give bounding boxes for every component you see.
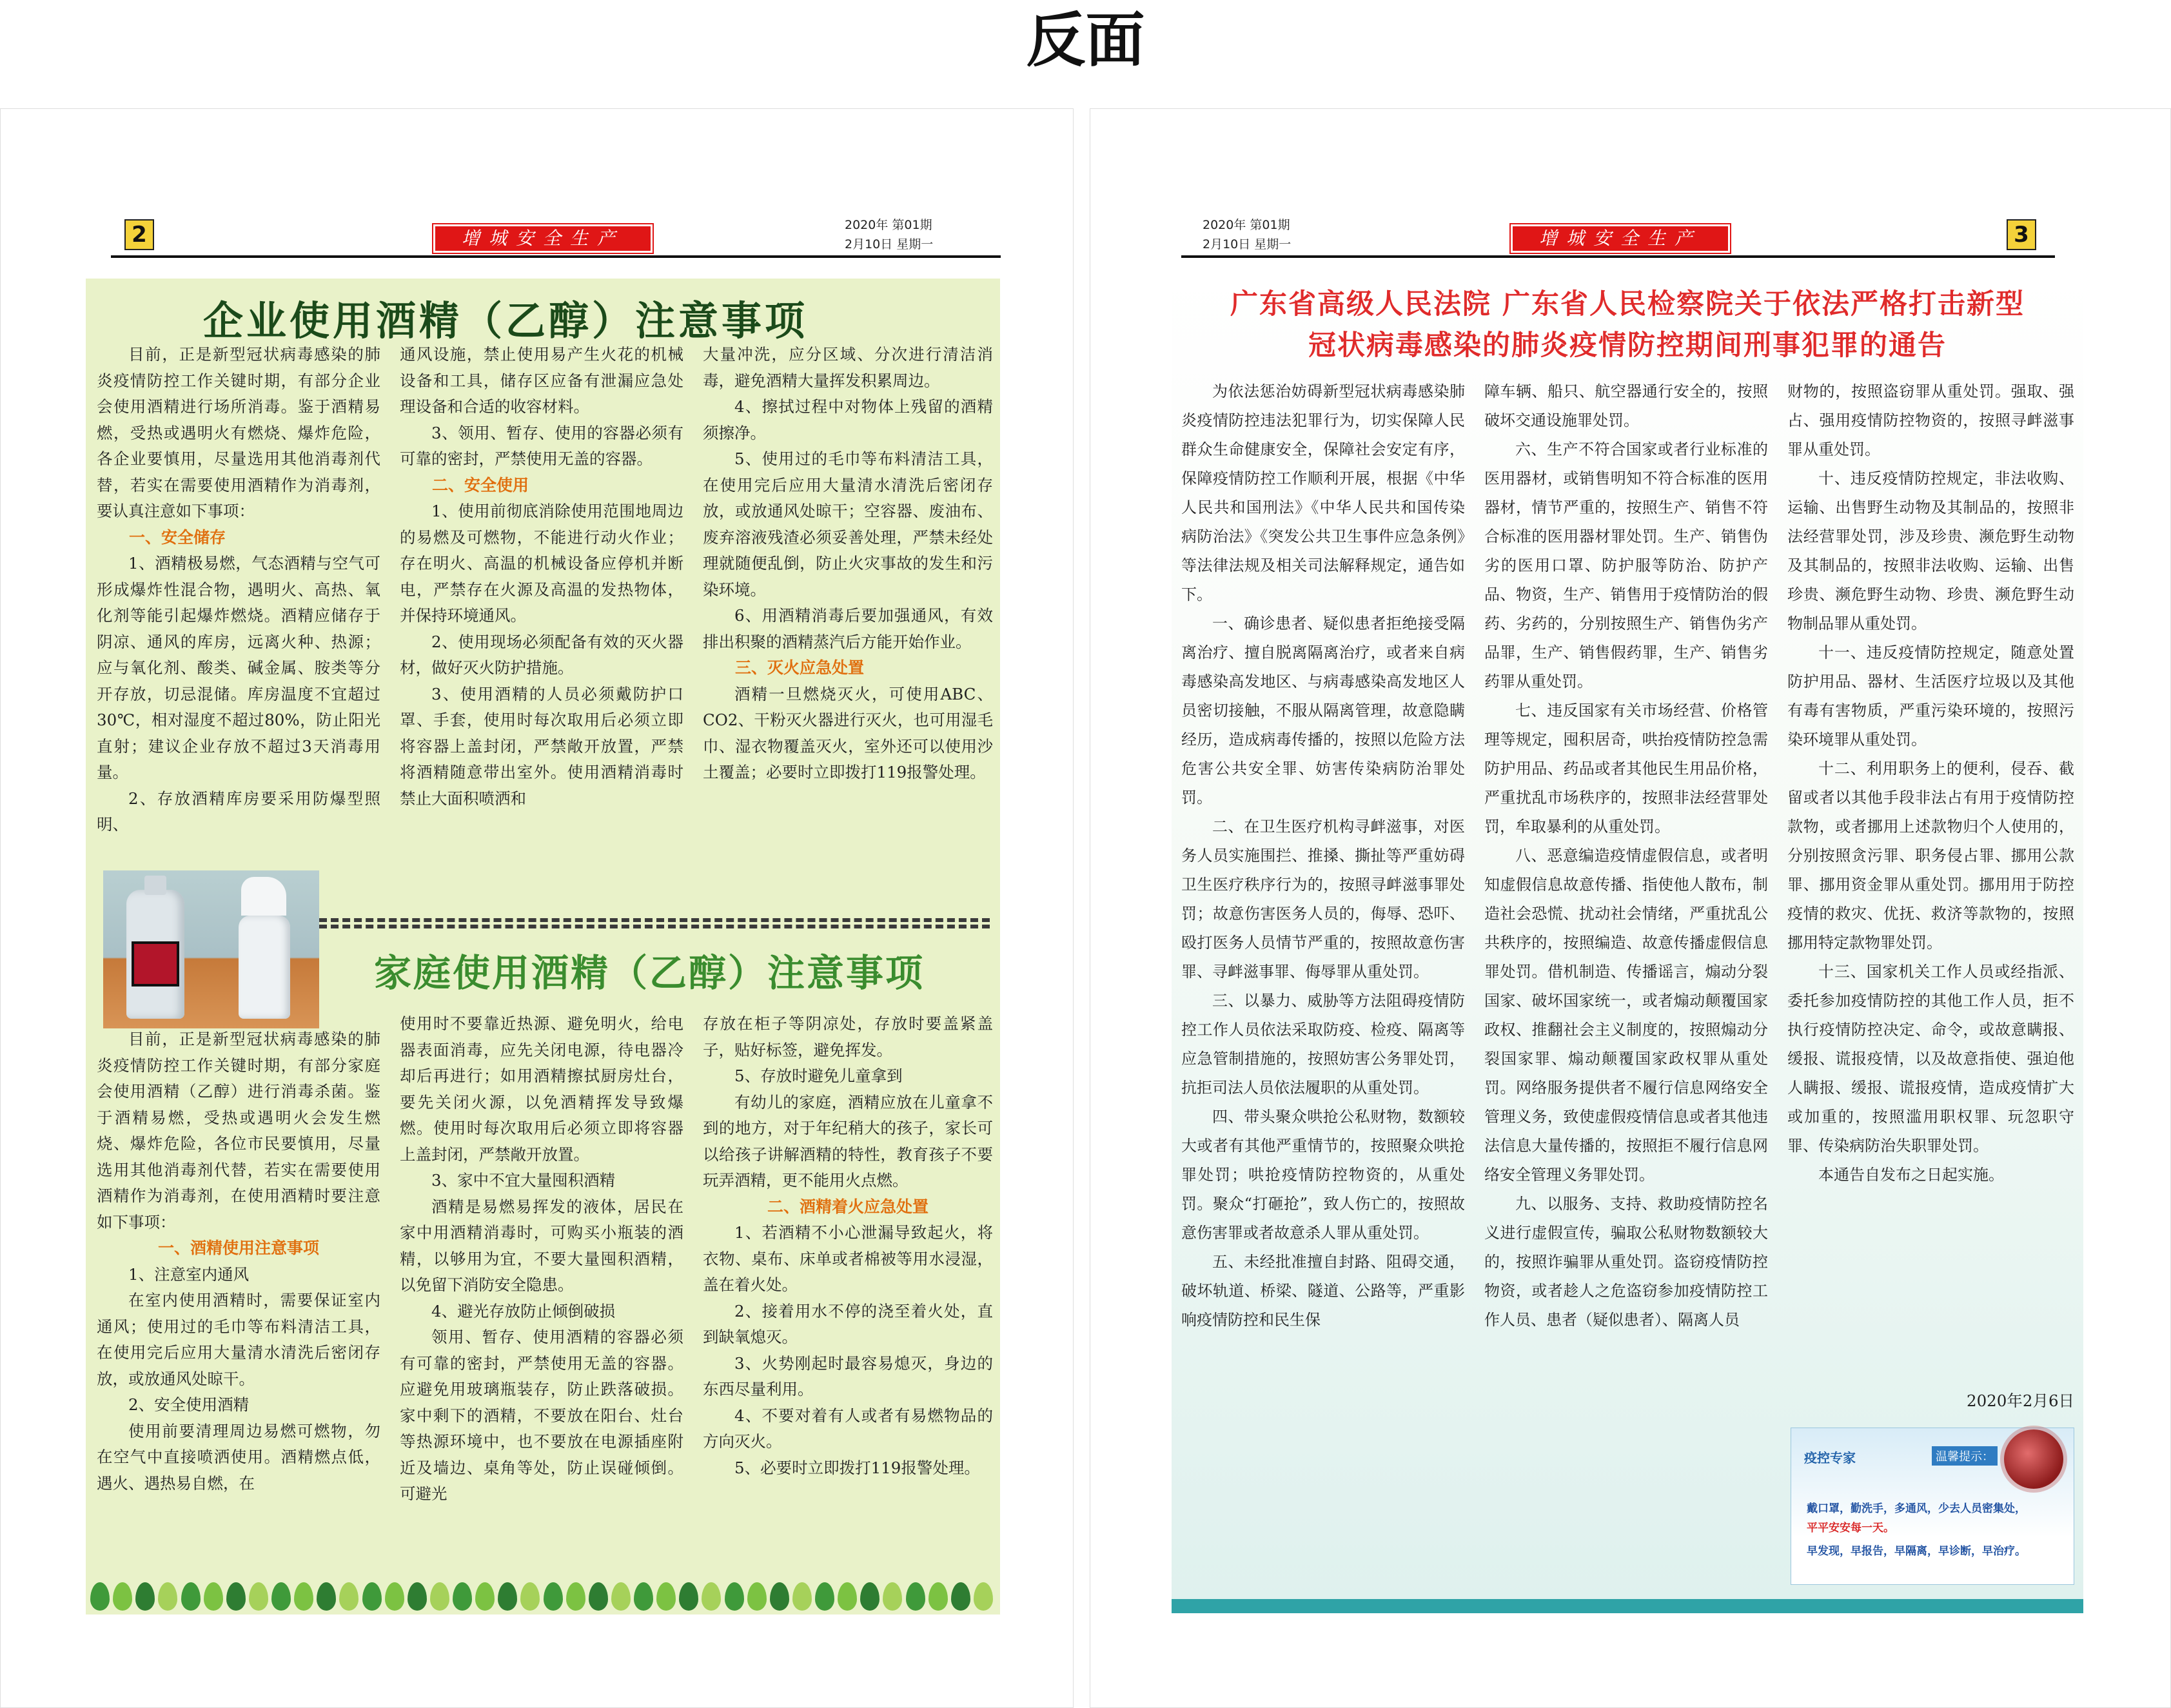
article1-col3-p1: 大量冲洗，应分区域、分次进行清洁消毒，避免酒精大量挥发积累周边。 — [703, 345, 993, 390]
article2-intro: 目前，正是新型冠状病毒感染的肺炎疫情防控工作关键时期，有部分家庭会使用酒精（乙醇）进行消毒杀菌。鉴于酒精易燃，受热或遇明火会发生燃烧、爆炸危险，各位市民要慎用，尽量选用其他消毒剂代替，若实在需要使用酒精作为消毒剂，在使用酒精时要注意如下事项： — [97, 1030, 380, 1232]
leaf-icon — [906, 1582, 925, 1611]
article2-s1a-text: 在室内使用酒精时，需要保证室内通风；使用过的毛巾等布料清洁工具，在使用完后应用大量清水清洗后密闭存放，或放通风处晾干。 — [97, 1291, 380, 1388]
tip-line2: 平平安安每一天。 — [1807, 1522, 1894, 1535]
notice-col3-paragraph: 本通告自发布之日起实施。 — [1818, 1166, 2004, 1184]
leaf-icon — [317, 1582, 336, 1611]
notice-col2-paragraph: 障车辆、船只、航空器通行安全的，按照破坏交通设施罪处罚。 — [1484, 382, 1768, 429]
notice-col1-paragraph: 三、以暴力、威胁等方法阻碍疫情防控工作人员依法采取防疫、检疫、隔离等应急管制措施的，按照妨害公务罪处罚，抗拒司法人员依法履职的从重处罚。 — [1181, 992, 1465, 1097]
leaf-icon — [453, 1582, 472, 1611]
notice-col1-paragraph: 一、确诊患者、疑似患者拒绝接受隔离治疗、擅自脱离隔离治疗，或者来自病毒感染高发地区、与病毒感染高发地区人员密切接触，不服从隔离管理，故意隐瞒经历，造成病毒传播的，按照以危险方法危害公共安全罪、妨害传染病防治罪处罚。 — [1181, 614, 1465, 807]
leaf-icon — [135, 1582, 155, 1611]
article2-col2 — [400, 1011, 683, 1568]
leaf-icon — [294, 1582, 313, 1611]
leaf-icon — [951, 1582, 970, 1611]
article2-section2-p5: 5、必要时立即拨打119报警处理。 — [734, 1458, 980, 1477]
article2-col2-p4: 领用、暂存、使用酒精的容器必须有可靠的密封，严禁使用无盖的容器。应避免用玻璃瓶装存，防止跌落破损。家中剩下的酒精，不要放在阳台、灶台等热源环境中，也不要放在电源插座附近及墙边、桌角等处，防止误碰倾倒。可避光 — [400, 1328, 683, 1503]
section-divider — [319, 918, 990, 928]
leaf-icon — [860, 1582, 879, 1611]
notice-col1-paragraph: 二、在卫生医疗机构寻衅滋事，对医务人员实施围拦、推搡、撕扯等严重妨碍卫生医疗秩序行为的，按照寻衅滋事罪处罚；故意伤害医务人员的，侮辱、恐吓、殴打医务人员情节严重的，按照故意伤害罪、寻衅滋事罪、侮辱罪从重处罚。 — [1181, 818, 1465, 981]
article1-section2-p1: 1、使用前彻底消除使用范围地周边的易燃及可燃物，不能进行动火作业；存在明火、高温的机械设备应停机并断电，严禁存在火源及高温的发热物体，并保持环境通风。 — [400, 502, 683, 625]
epidemic-tip-box — [1791, 1428, 2074, 1585]
tip-line3: 早发现，早报告，早隔离，早诊断，早治疗。 — [1807, 1545, 2026, 1558]
notice-col3-paragraph: 十二、利用职务上的便利，侵吞、截留或者以其他手段非法占有用于疫情防控款物，或者挪用上述款物归个人使用的，分别按照贪污罪、职务侵占罪、挪用公款罪、挪用资金罪从重处罚。挪用用于防控疫情的救灾、优抚、救济等款物的，按照挪用特定款物罪处罚。 — [1787, 760, 2074, 952]
article1-section2-p2: 2、使用现场必须配备有效的灭火器材，做好灭火防护措施。 — [400, 632, 683, 677]
notice-col2-paragraph: 九、以服务、支持、救助疫情防控名义进行虚假宣传，骗取公私财物数额较大的，按照诈骗罪从重处罚。盗窃疫情防控物资，或者趁人之危盗窃参加疫情防控工作人员、患者（疑似患者）、隔离人员 — [1484, 1195, 1768, 1329]
article2-section2-p4: 4、不要对着有人或者有易燃物品的方向灭火。 — [703, 1406, 993, 1451]
leaf-icon — [702, 1582, 721, 1611]
article2-section1-heading: 一、酒精使用注意事项 — [157, 1239, 319, 1257]
page-header-title: 反面 — [1026, 6, 1145, 75]
article1-col3-p2: 4、擦拭过程中对物体上残留的酒精须擦净。 — [703, 397, 993, 442]
leaf-icon — [838, 1582, 857, 1611]
article2-col3-p1: 存放在柜子等阴凉处，存放时要盖紧盖子，贴好标签，避免挥发。 — [703, 1014, 993, 1059]
header-rule-left — [111, 255, 1001, 258]
notice-title-line2: 冠状病毒感染的肺炎疫情防控期间刑事犯罪的通告 — [1308, 329, 1947, 362]
article2-section2-heading: 二、酒精着火应急处置 — [767, 1197, 928, 1216]
leaf-icon — [974, 1582, 993, 1611]
leaf-icon — [883, 1582, 902, 1611]
leaf-icon — [113, 1582, 132, 1611]
article1-col2-p1: 通风设施，禁止使用易产生火花的机械设备和工具，储存区应备有泄漏应急处理设备和合适的收容材料。 — [400, 345, 683, 416]
notice-col3-paragraph: 十、违反疫情防控规定，非法收购、运输、出售野生动物及其制品的，按照非法经营罪处罚，涉及珍贵、濒危野生动物及其制品的，按照非法收购、运输、出售珍贵、濒危野生动物、珍贵、濒危野生动物制品罪从重处罚。 — [1787, 469, 2074, 633]
article2-col3 — [703, 1011, 993, 1568]
article1-col3 — [703, 342, 993, 896]
article2-col2-h4: 4、避光存放防止倾倒破损 — [431, 1301, 616, 1320]
leaf-icon — [408, 1582, 427, 1611]
article1-section1-heading: 一、安全储存 — [129, 527, 226, 547]
article1-col1 — [97, 342, 380, 838]
leaf-icon — [339, 1582, 359, 1611]
notice-title-line1: 广东省高级人民法院 广东省人民检察院关于依法严格打击新型 — [1230, 288, 2025, 320]
article1-col2-p2: 3、领用、暂存、使用的容器必须有可靠的密封，严禁使用无盖的容器。 — [400, 423, 683, 468]
article2-col2-p1: 使用时不要靠近热源、避免明火，给电器表面消毒，应先关闭电源，待电器冷却后再进行；如用酒精擦拭厨房灶台，要先关闭火源，以免酒精挥发导致爆燃。使用时每次取用后必须立即将容器上盖封闭，严禁敞开放置。 — [400, 1014, 683, 1164]
leaf-icon — [747, 1582, 767, 1611]
article2-s1b-text: 使用前要清理周边易燃可燃物，勿在空气中直接喷洒使用。酒精燃点低，遇火、遇热易自燃，在 — [97, 1421, 380, 1493]
article2-col3-h5: 5、存放时避免儿童拿到 — [734, 1066, 903, 1085]
article2-section2-p3: 3、火势刚起时最容易熄灭，身边的东西尽量利用。 — [703, 1353, 993, 1399]
header-rule-right — [1181, 255, 2055, 258]
leaf-icon — [475, 1582, 495, 1611]
page-number-right: 3 — [2007, 219, 2036, 250]
issue-left: 2020年 第01期 — [845, 218, 932, 232]
article2-col1 — [97, 1026, 380, 1568]
leaf-icon — [815, 1582, 834, 1611]
notice-col2-paragraph: 七、违反国家有关市场经营、价格管理等规定，囤积居奇，哄抬疫情防控急需防护用品、药品或者其他民生用品价格，严重扰乱市场秩序的，按照非法经营罪处罚，牟取暴利的从重处罚。 — [1484, 702, 1768, 836]
notice-signature-date: 2020年2月6日 — [1967, 1391, 2075, 1410]
leaf-icon — [792, 1582, 812, 1611]
alcohol-bottles-photo — [103, 870, 319, 1028]
notice-col3-paragraph: 十三、国家机关工作人员或经指派、委托参加疫情防控的其他工作人员，拒不执行疫情防控决定、命令，或故意瞒报、缓报、谎报疫情，以及故意指使、强迫他人瞒报、缓报、谎报疫情，造成疫情扩大或加重的，按照滥用职权罪、玩忽职守罪、传染病防治失职罪处罚。 — [1787, 963, 2074, 1155]
leaf-icon — [725, 1582, 744, 1611]
masthead-right: 增城安全生产 — [1511, 224, 1730, 253]
tip-line1: 戴口罩，勤洗手，多通风，少去人员密集处， — [1807, 1502, 2026, 1515]
notice-col1 — [1181, 377, 1465, 1589]
article1-section3-p1: 酒精一旦燃烧灭火，可使用ABC、CO2、干粉灭火器进行灭火，也可用湿毛巾、湿衣物覆盖灭火，室外还可以使用沙土覆盖；必要时立即拨打119报警处理。 — [703, 684, 993, 781]
notice-col2-paragraph: 六、生产不符合国家或者行业标准的医用器材，或销售明知不符合标准的医用器材，情节严重的，按照生产、销售不符合标准的医用器材罪处罚。生产、销售伪劣的医用口罩、防护服等防治、防护产品、物资，生产、销售用于疫情防治的假药、劣药的，分别按照生产、销售伪劣产品罪，生产、销售假药罪，生产、销售劣药罪从重处罚。 — [1484, 440, 1768, 691]
notice-col2 — [1484, 377, 1768, 1589]
leaf-icon — [181, 1582, 201, 1611]
article1-title: 企业使用酒精（乙醇）注意事项 — [203, 297, 809, 344]
notice-col3-paragraph: 十一、违反疫情防控规定，随意处置防护用品、器材、生活医疗垃圾以及其他有毒有害物质，严重污染环境的，按照污染环境罪从重处罚。 — [1787, 643, 2074, 749]
notice-col2-paragraph: 八、恶意编造疫情虚假信息，或者明知虚假信息故意传播、指使他人散布，制造社会恐慌、扰动社会情绪，严重扰乱公共秩序的，按照编造、故意传播虚假信息罪处罚。借机制造、传播谣言，煽动分裂国家、破坏国家统一，或者煽动颠覆国家政权、推翻社会主义制度的，按照煽动分裂国家罪、煽动颠覆国家政权罪从重处罚。网络服务提供者不履行信息网络安全管理义务，致使虚假疫情信息或者其他违法信息大量传播的，按照拒不履行信息网络安全管理义务罪处罚。 — [1484, 847, 1768, 1184]
leaf-icon — [226, 1582, 246, 1611]
bottom-teal-bar — [1172, 1599, 2083, 1613]
leaf-icon — [498, 1582, 517, 1611]
tip-badge: 温馨提示： — [1932, 1446, 1998, 1466]
leaf-icon — [362, 1582, 382, 1611]
article1-section1-p2: 2、存放酒精库房要采用防爆型照明、 — [97, 789, 380, 834]
leaf-icon — [544, 1582, 563, 1611]
leaf-icon — [566, 1582, 585, 1611]
leaf-icon — [770, 1582, 789, 1611]
article1-section3-heading: 三、灭火应急处置 — [735, 658, 865, 677]
article1-section2-p3: 3、使用酒精的人员必须戴防护口罩、手套，使用时每次取用后必须立即将容器上盖封闭，严禁敞开放置，严禁将酒精随意带出室外。使用酒精消毒时禁止大面积喷洒和 — [400, 684, 683, 808]
date-right: 2月10日 星期一 — [1203, 237, 1292, 251]
article1-col2 — [400, 342, 683, 896]
notice-col1-paragraph: 为依法惩治妨碍新型冠状病毒感染肺炎疫情防控违法犯罪行为，切实保障人民群众生命健康安全，保障社会安定有序，保障疫情防控工作顺利开展，根据《中华人民共和国刑法》《中华人民共和国传染病防治法》《突发公共卫生事件应急条例》等法律法规及相关司法解释规定，通告如下。 — [1181, 382, 1465, 604]
article1-section2-heading: 二、安全使用 — [432, 475, 529, 495]
article2-section2-p2: 2、接着用水不停的浇至着火处，直到缺氧熄灭。 — [703, 1301, 993, 1346]
page-number-left: 2 — [124, 219, 154, 250]
article1-intro: 目前，正是新型冠状病毒感染的肺炎疫情防控工作关键时期，有部分企业会使用酒精进行场所消毒。鉴于酒精易燃，受热或遇明火有燃烧、爆炸危险，各企业要慎用，尽量选用其他消毒剂代替，若实在需要使用酒精作为消毒剂，要认真注意如下事项： — [97, 345, 380, 520]
article2-section2-p1: 1、若酒精不小心泄漏导致起火，将衣物、桌布、床单或者棉被等用水浸湿，盖在着火处。 — [703, 1223, 993, 1294]
date-left: 2月10日 星期一 — [845, 237, 934, 251]
tip-title: 疫控专家 — [1804, 1450, 1856, 1466]
notice-col1-paragraph: 五、未经批准擅自封路、阻碍交通，破坏轨道、桥梁、隧道、公路等，严重影响疫情防控和民生保 — [1181, 1253, 1465, 1329]
leaf-icon — [520, 1582, 540, 1611]
leaf-icon — [611, 1582, 631, 1611]
leaf-icon — [679, 1582, 698, 1611]
article2-s1a-heading: 1、注意室内通风 — [128, 1264, 250, 1284]
article2-s1b-heading: 2、安全使用酒精 — [128, 1395, 250, 1414]
article2-col2-h3: 3、家中不宜大量囤积酒精 — [431, 1171, 616, 1190]
alcohol-bottle — [126, 890, 184, 1019]
notice-col1-paragraph: 四、带头聚众哄抢公私财物，数额较大或者有其他严重情节的，按照聚众哄抢罪处罚；哄抢疫情防控物资的，从重处罚。聚众“打砸抢”，致人伤亡的，按照故意伤害罪或者故意杀人罪从重处罚。 — [1181, 1108, 1465, 1242]
issue-right: 2020年 第01期 — [1203, 218, 1290, 232]
article2-col3-p5: 有幼儿的家庭，酒精应放在儿童拿不到的地方，对于年纪稍大的孩子，家长可以给孩子讲解酒精的特性，教育孩子不要玩弄酒精，更不能用火点燃。 — [703, 1092, 993, 1190]
masthead-left: 增城安全生产 — [433, 224, 653, 253]
leaf-icon — [204, 1582, 223, 1611]
leaf-icon — [928, 1582, 948, 1611]
notice-col3 — [1787, 377, 2074, 1383]
leaf-icon — [90, 1582, 110, 1611]
leaf-icon — [385, 1582, 404, 1611]
notice-col3-paragraph: 财物的，按照盗窃罪从重处罚。强取、强占、强用疫情防控物资的，按照寻衅滋事罪从重处罚。 — [1787, 382, 2074, 458]
leaf-icon — [430, 1582, 449, 1611]
article2-col2-p3: 酒精是易燃易挥发的液体，居民在家中用酒精消毒时，可购买小瓶装的酒精，以够用为宜，不要大量囤积酒精，以免留下消防安全隐患。 — [400, 1197, 683, 1294]
leaf-icon — [656, 1582, 676, 1611]
virus-icon — [2004, 1429, 2063, 1489]
spray-bottle — [239, 916, 290, 1019]
leaf-icon — [271, 1582, 291, 1611]
leaf-border — [90, 1575, 993, 1611]
leaf-icon — [249, 1582, 268, 1611]
leaf-icon — [158, 1582, 177, 1611]
leaf-icon — [589, 1582, 608, 1611]
article1-col3-p3: 5、使用过的毛巾等布料清洁工具，在使用完后应用大量清水清洗后密闭存放，或放通风处晾干；空容器、废油布、废弃溶液残渣必须妥善处理，严禁未经处理就随便乱倒，防止火灾事故的发生和污染环境。 — [703, 449, 993, 599]
article1-col3-p4: 6、用酒精消毒后要加强通风，有效排出积聚的酒精蒸汽后方能开始作业。 — [703, 606, 993, 651]
leaf-icon — [634, 1582, 653, 1611]
article2-title: 家庭使用酒精（乙醇）注意事项 — [374, 951, 925, 995]
article1-section1-p1: 1、酒精极易燃，气态酒精与空气可形成爆炸性混合物，遇明火、高热、氧化剂等能引起爆炸燃烧。酒精应储存于阴凉、通风的库房，远离火种、热源；应与氧化剂、酸类、碱金属、胺类等分开存放，切忌混储。库房温度不宜超过30℃，相对湿度不超过80%，防止阳光直射；建议企业存放不超过3天消毒用量。 — [97, 554, 380, 781]
